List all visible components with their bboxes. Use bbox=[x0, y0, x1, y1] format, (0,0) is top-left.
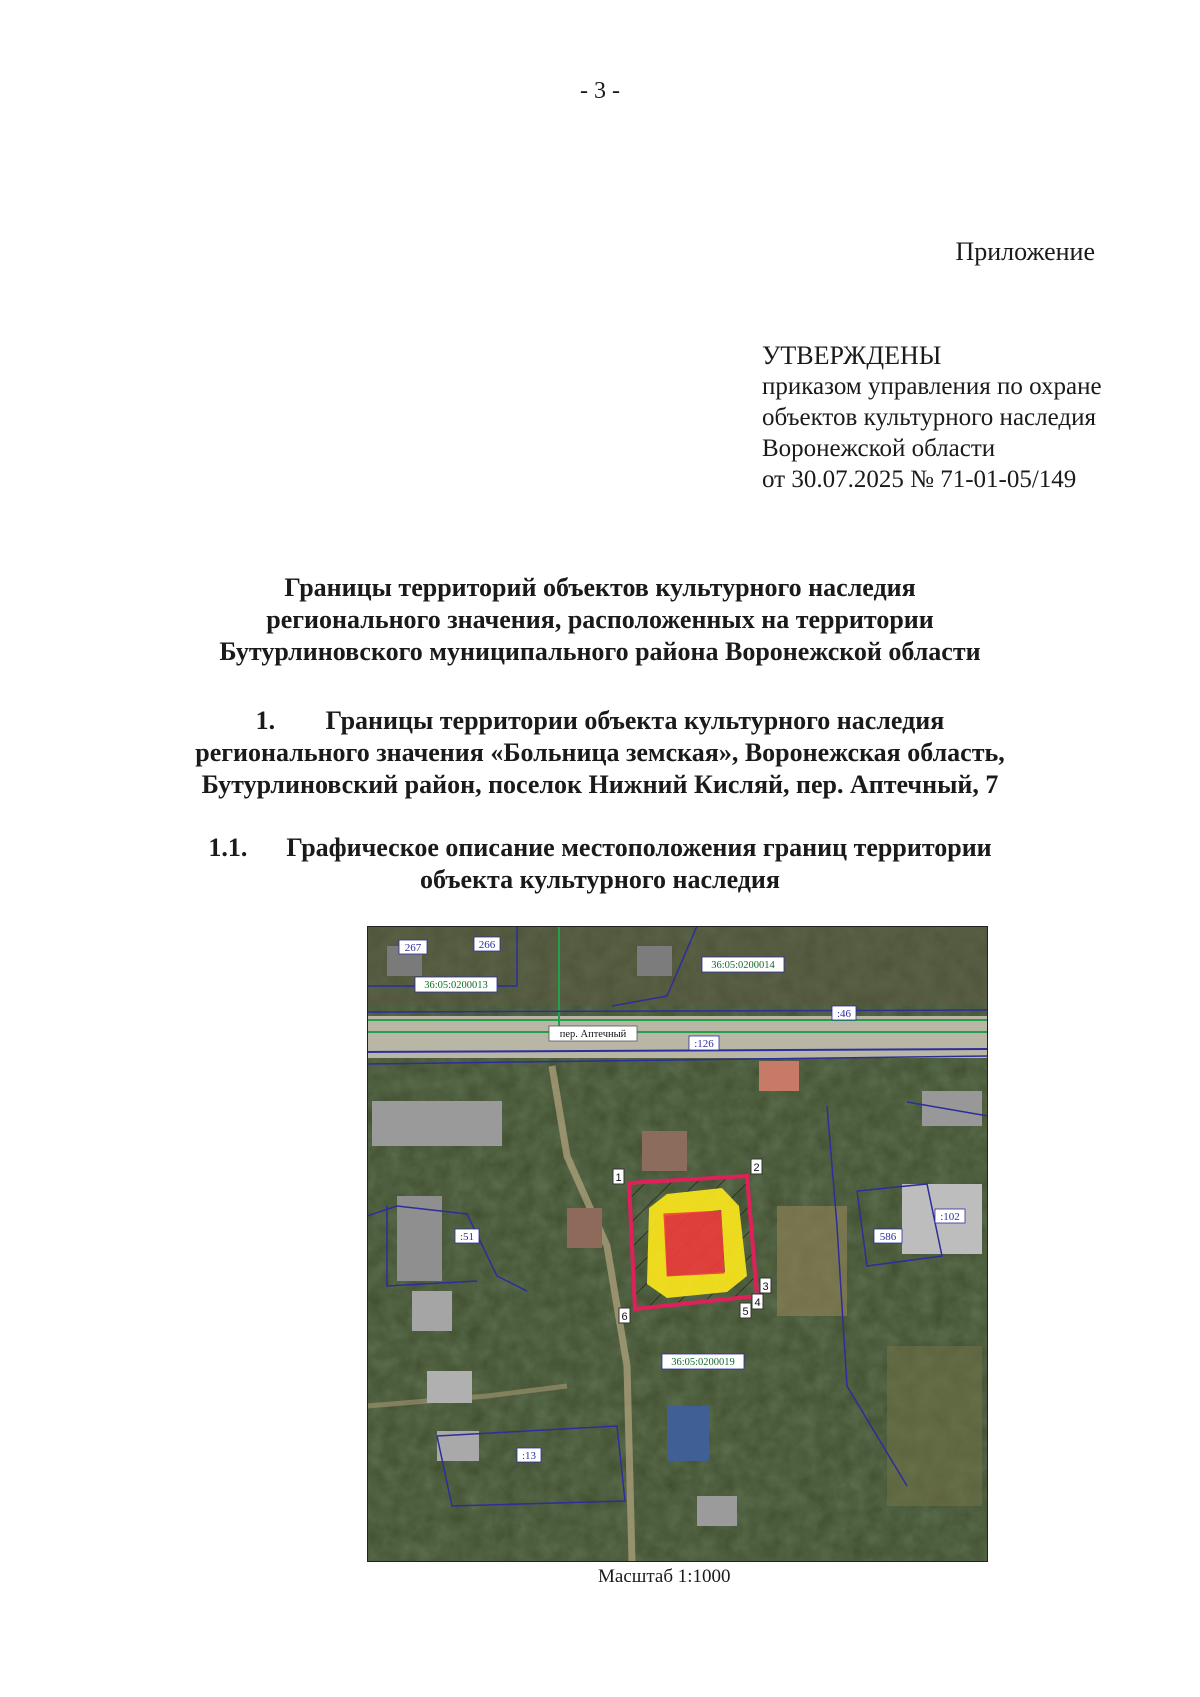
parcel-label-text: :13 bbox=[521, 1450, 537, 1462]
parcel-label-text: :126 bbox=[694, 1038, 714, 1050]
title-line: Бутурлиновского муниципального района Воронежской области bbox=[219, 637, 981, 666]
approval-line: Воронежской области bbox=[762, 435, 996, 462]
field-patch bbox=[887, 1346, 982, 1506]
point-marker-2 bbox=[751, 1159, 762, 1174]
parcel-label-126 bbox=[689, 1036, 719, 1050]
cadastral-label-0200013 bbox=[415, 977, 497, 992]
parcel-label-text: 266 bbox=[478, 939, 496, 951]
building-footprint bbox=[663, 1211, 724, 1277]
subsection-number: 1.1. bbox=[208, 833, 248, 862]
section-line: Границы территории объекта культурного наследия bbox=[325, 706, 945, 735]
roof bbox=[372, 1101, 502, 1146]
parcel-label-266 bbox=[474, 937, 500, 951]
roof bbox=[667, 1406, 709, 1461]
title-line: регионального значения, расположенных на территории bbox=[266, 605, 934, 634]
cadastral-label-0200019 bbox=[662, 1354, 744, 1369]
cadastral-label-text: 36:05:0200019 bbox=[671, 1357, 735, 1368]
subsection-line: Графическое описание местоположения границ территории bbox=[286, 833, 992, 862]
roof bbox=[637, 946, 672, 976]
roof bbox=[697, 1496, 737, 1526]
roof bbox=[567, 1208, 602, 1248]
point-marker-6 bbox=[619, 1308, 630, 1323]
parcel-label-text: 586 bbox=[879, 1231, 897, 1243]
point-marker-1 bbox=[613, 1169, 624, 1184]
approval-block bbox=[762, 340, 1102, 495]
section-1-heading bbox=[0, 705, 1200, 801]
parcel-label-text: :102 bbox=[940, 1211, 960, 1223]
parcel-label-text: :51 bbox=[459, 1231, 475, 1243]
cadastral-label-text: 36:05:0200014 bbox=[711, 960, 775, 971]
approval-line: приказом управления по охране bbox=[762, 373, 1102, 400]
section-line: Бутурлиновский район, поселок Нижний Кисляй, пер. Аптечный, 7 bbox=[201, 770, 999, 799]
roof bbox=[642, 1131, 687, 1171]
parcel-label-51 bbox=[455, 1229, 479, 1243]
roof bbox=[922, 1091, 982, 1126]
subsection-line: объекта культурного наследия bbox=[420, 865, 780, 894]
page-number: - 3 - bbox=[580, 78, 620, 104]
section-line: регионального значения «Больница земская», Воронежская область, bbox=[195, 738, 1005, 767]
point-label: 2 bbox=[753, 1162, 760, 1174]
roof bbox=[427, 1371, 472, 1403]
parcel-label-586 bbox=[874, 1229, 902, 1243]
parcel-label-102 bbox=[935, 1209, 965, 1223]
point-marker-3 bbox=[760, 1278, 771, 1293]
point-marker-5 bbox=[740, 1303, 751, 1318]
point-marker-4 bbox=[752, 1294, 763, 1309]
street-label-text: пер. Аптечный bbox=[559, 1029, 627, 1040]
parcel-label-13 bbox=[517, 1448, 541, 1462]
document-title bbox=[0, 572, 1200, 668]
parcel-label-267 bbox=[399, 940, 427, 954]
parcel-label-text: 267 bbox=[404, 942, 422, 954]
point-label: 6 bbox=[621, 1311, 628, 1323]
subsection-1-1-heading bbox=[0, 832, 1200, 896]
point-label: 4 bbox=[754, 1297, 761, 1309]
point-label: 5 bbox=[742, 1306, 749, 1318]
street-label bbox=[549, 1026, 637, 1041]
parcel-label-46 bbox=[832, 1006, 856, 1020]
roof bbox=[412, 1291, 452, 1331]
point-label: 3 bbox=[762, 1281, 769, 1293]
title-line: Границы территорий объектов культурного наследия bbox=[284, 573, 916, 602]
approval-head: УТВЕРЖДЕНЫ bbox=[762, 341, 942, 370]
parcel-label-text: :46 bbox=[836, 1008, 852, 1020]
appendix-label: Приложение bbox=[955, 237, 1095, 266]
cadastral-label-0200014 bbox=[702, 957, 784, 972]
north-strip bbox=[367, 926, 988, 1006]
scale-label: Масштаб 1:1000 bbox=[598, 1566, 731, 1587]
point-label: 1 bbox=[615, 1172, 622, 1184]
boundary-map bbox=[367, 926, 988, 1562]
section-number: 1. bbox=[255, 706, 276, 735]
approval-line: объектов культурного наследия bbox=[762, 404, 1096, 431]
cadastral-label-text: 36:05:0200013 bbox=[424, 980, 488, 991]
approval-date-line: от 30.07.2025 № 71-01-05/149 bbox=[762, 466, 1077, 493]
roof bbox=[759, 1061, 799, 1091]
